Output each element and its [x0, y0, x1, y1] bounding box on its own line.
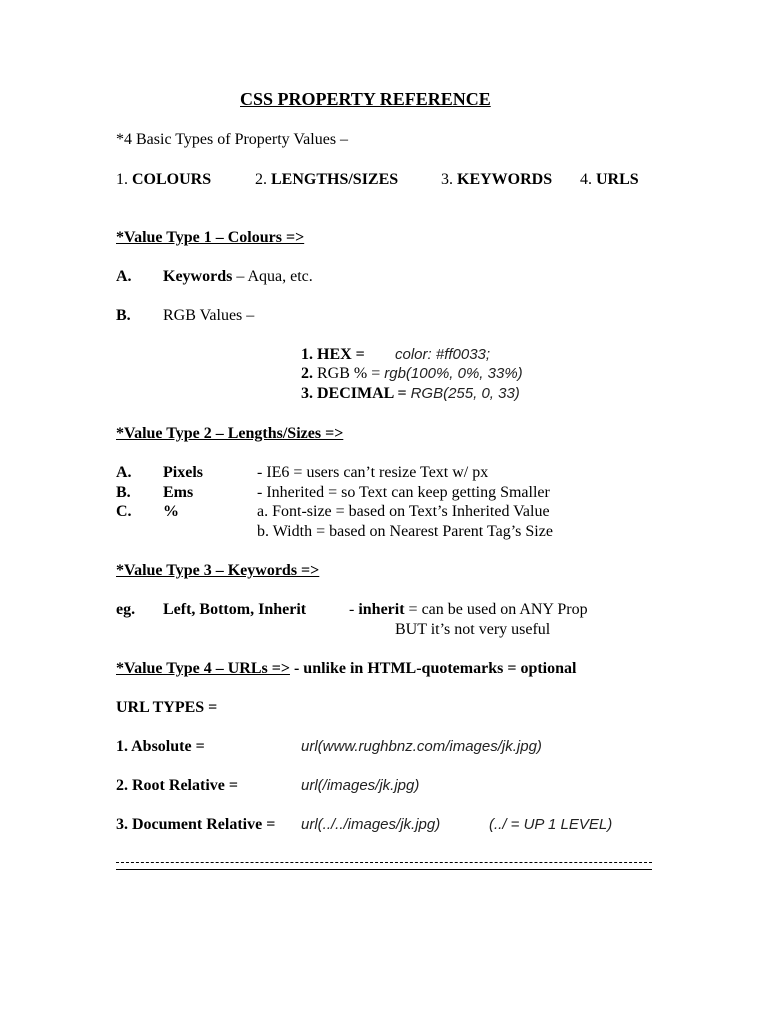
vt3-note-2: BUT it’s not very useful: [395, 621, 551, 638]
vt2-c-text-2: b. Width = based on Nearest Parent Tag’s Size: [257, 523, 553, 540]
intro-line: *4 Basic Types of Property Values –: [116, 131, 349, 148]
type-4-number: 4.: [580, 171, 592, 188]
root-relative-code: url(/images/jk.jpg): [301, 777, 420, 794]
decimal-label: 3. DECIMAL =: [301, 385, 407, 402]
value-type-4-line: [116, 659, 576, 679]
vt1-b-label: RGB Values –: [163, 307, 255, 324]
solid-divider: [116, 869, 652, 870]
vt3-note-dash: -: [349, 601, 359, 618]
type-4-label: URLS: [596, 171, 639, 188]
type-1-number: 1.: [116, 171, 128, 188]
vt1-a-line: [163, 267, 313, 287]
type-3-number: 3.: [441, 171, 453, 188]
vt1-a-letter: A.: [116, 268, 132, 285]
type-2-number: 2.: [255, 171, 267, 188]
value-type-3-heading: *Value Type 3 – Keywords =>: [116, 562, 320, 579]
vt1-b-letter: B.: [116, 307, 131, 324]
vt2-c-label: %: [163, 503, 179, 520]
type-1-label: COLOURS: [132, 171, 212, 188]
vt2-c-letter: C.: [116, 503, 132, 520]
vt1-a-text: – Aqua, etc.: [232, 268, 313, 285]
vt2-a-text: - IE6 = users can’t resize Text w/ px: [257, 464, 489, 481]
vt3-note-text: = can be used on ANY Prop: [404, 601, 588, 618]
vt1-a-label: Keywords: [163, 268, 233, 285]
page-title: CSS PROPERTY REFERENCE: [240, 89, 491, 109]
hex-label: 1. HEX =: [301, 346, 365, 363]
document-relative-label: 3. Document Relative =: [116, 816, 276, 833]
decimal-code: RGB(255, 0, 33): [410, 385, 520, 402]
absolute-code: url(www.rughbnz.com/images/jk.jpg): [301, 738, 542, 755]
type-2-label: LENGTHS/SIZES: [271, 171, 399, 188]
vt2-b-letter: B.: [116, 484, 131, 501]
rgb-number: 2.: [301, 365, 313, 382]
vt3-eg: eg.: [116, 601, 136, 618]
type-3-label: KEYWORDS: [457, 171, 553, 188]
vt2-a-label: Pixels: [163, 464, 203, 481]
decimal-line: [301, 384, 520, 404]
type-4: [580, 170, 639, 190]
value-type-4-heading: *Value Type 4 – URLs =>: [116, 660, 290, 677]
value-type-2-heading: *Value Type 2 – Lengths/Sizes =>: [116, 425, 344, 442]
value-type-1-heading: *Value Type 1 – Colours =>: [116, 229, 305, 246]
document-relative-code: url(../../images/jk.jpg): [301, 816, 441, 833]
vt2-c-text-1: a. Font-size = based on Text’s Inherited Value: [257, 503, 550, 520]
rgb-label: RGB % =: [317, 365, 381, 382]
document-relative-note: (../ = UP 1 LEVEL): [489, 816, 613, 833]
vt3-examples: Left, Bottom, Inherit: [163, 601, 307, 618]
value-type-4-note: - unlike in HTML-quotemarks = optional: [289, 660, 577, 677]
vt2-a-letter: A.: [116, 464, 132, 481]
type-1: [116, 170, 211, 190]
vt3-note-keyword: inherit: [358, 601, 405, 618]
vt2-b-text: - Inherited = so Text can keep getting Smaller: [257, 484, 550, 501]
dashed-divider: [116, 862, 652, 863]
url-types-heading: URL TYPES =: [116, 699, 218, 716]
absolute-label: 1. Absolute =: [116, 738, 205, 755]
hex-code: color: #ff0033;: [395, 346, 491, 363]
type-2: [255, 170, 398, 190]
rgb-code: rgb(100%, 0%, 33%): [384, 365, 523, 382]
rgb-line: [301, 364, 523, 384]
vt2-b-label: Ems: [163, 484, 194, 501]
type-3: [441, 170, 552, 190]
root-relative-label: 2. Root Relative =: [116, 777, 238, 794]
vt3-note: [349, 600, 588, 620]
